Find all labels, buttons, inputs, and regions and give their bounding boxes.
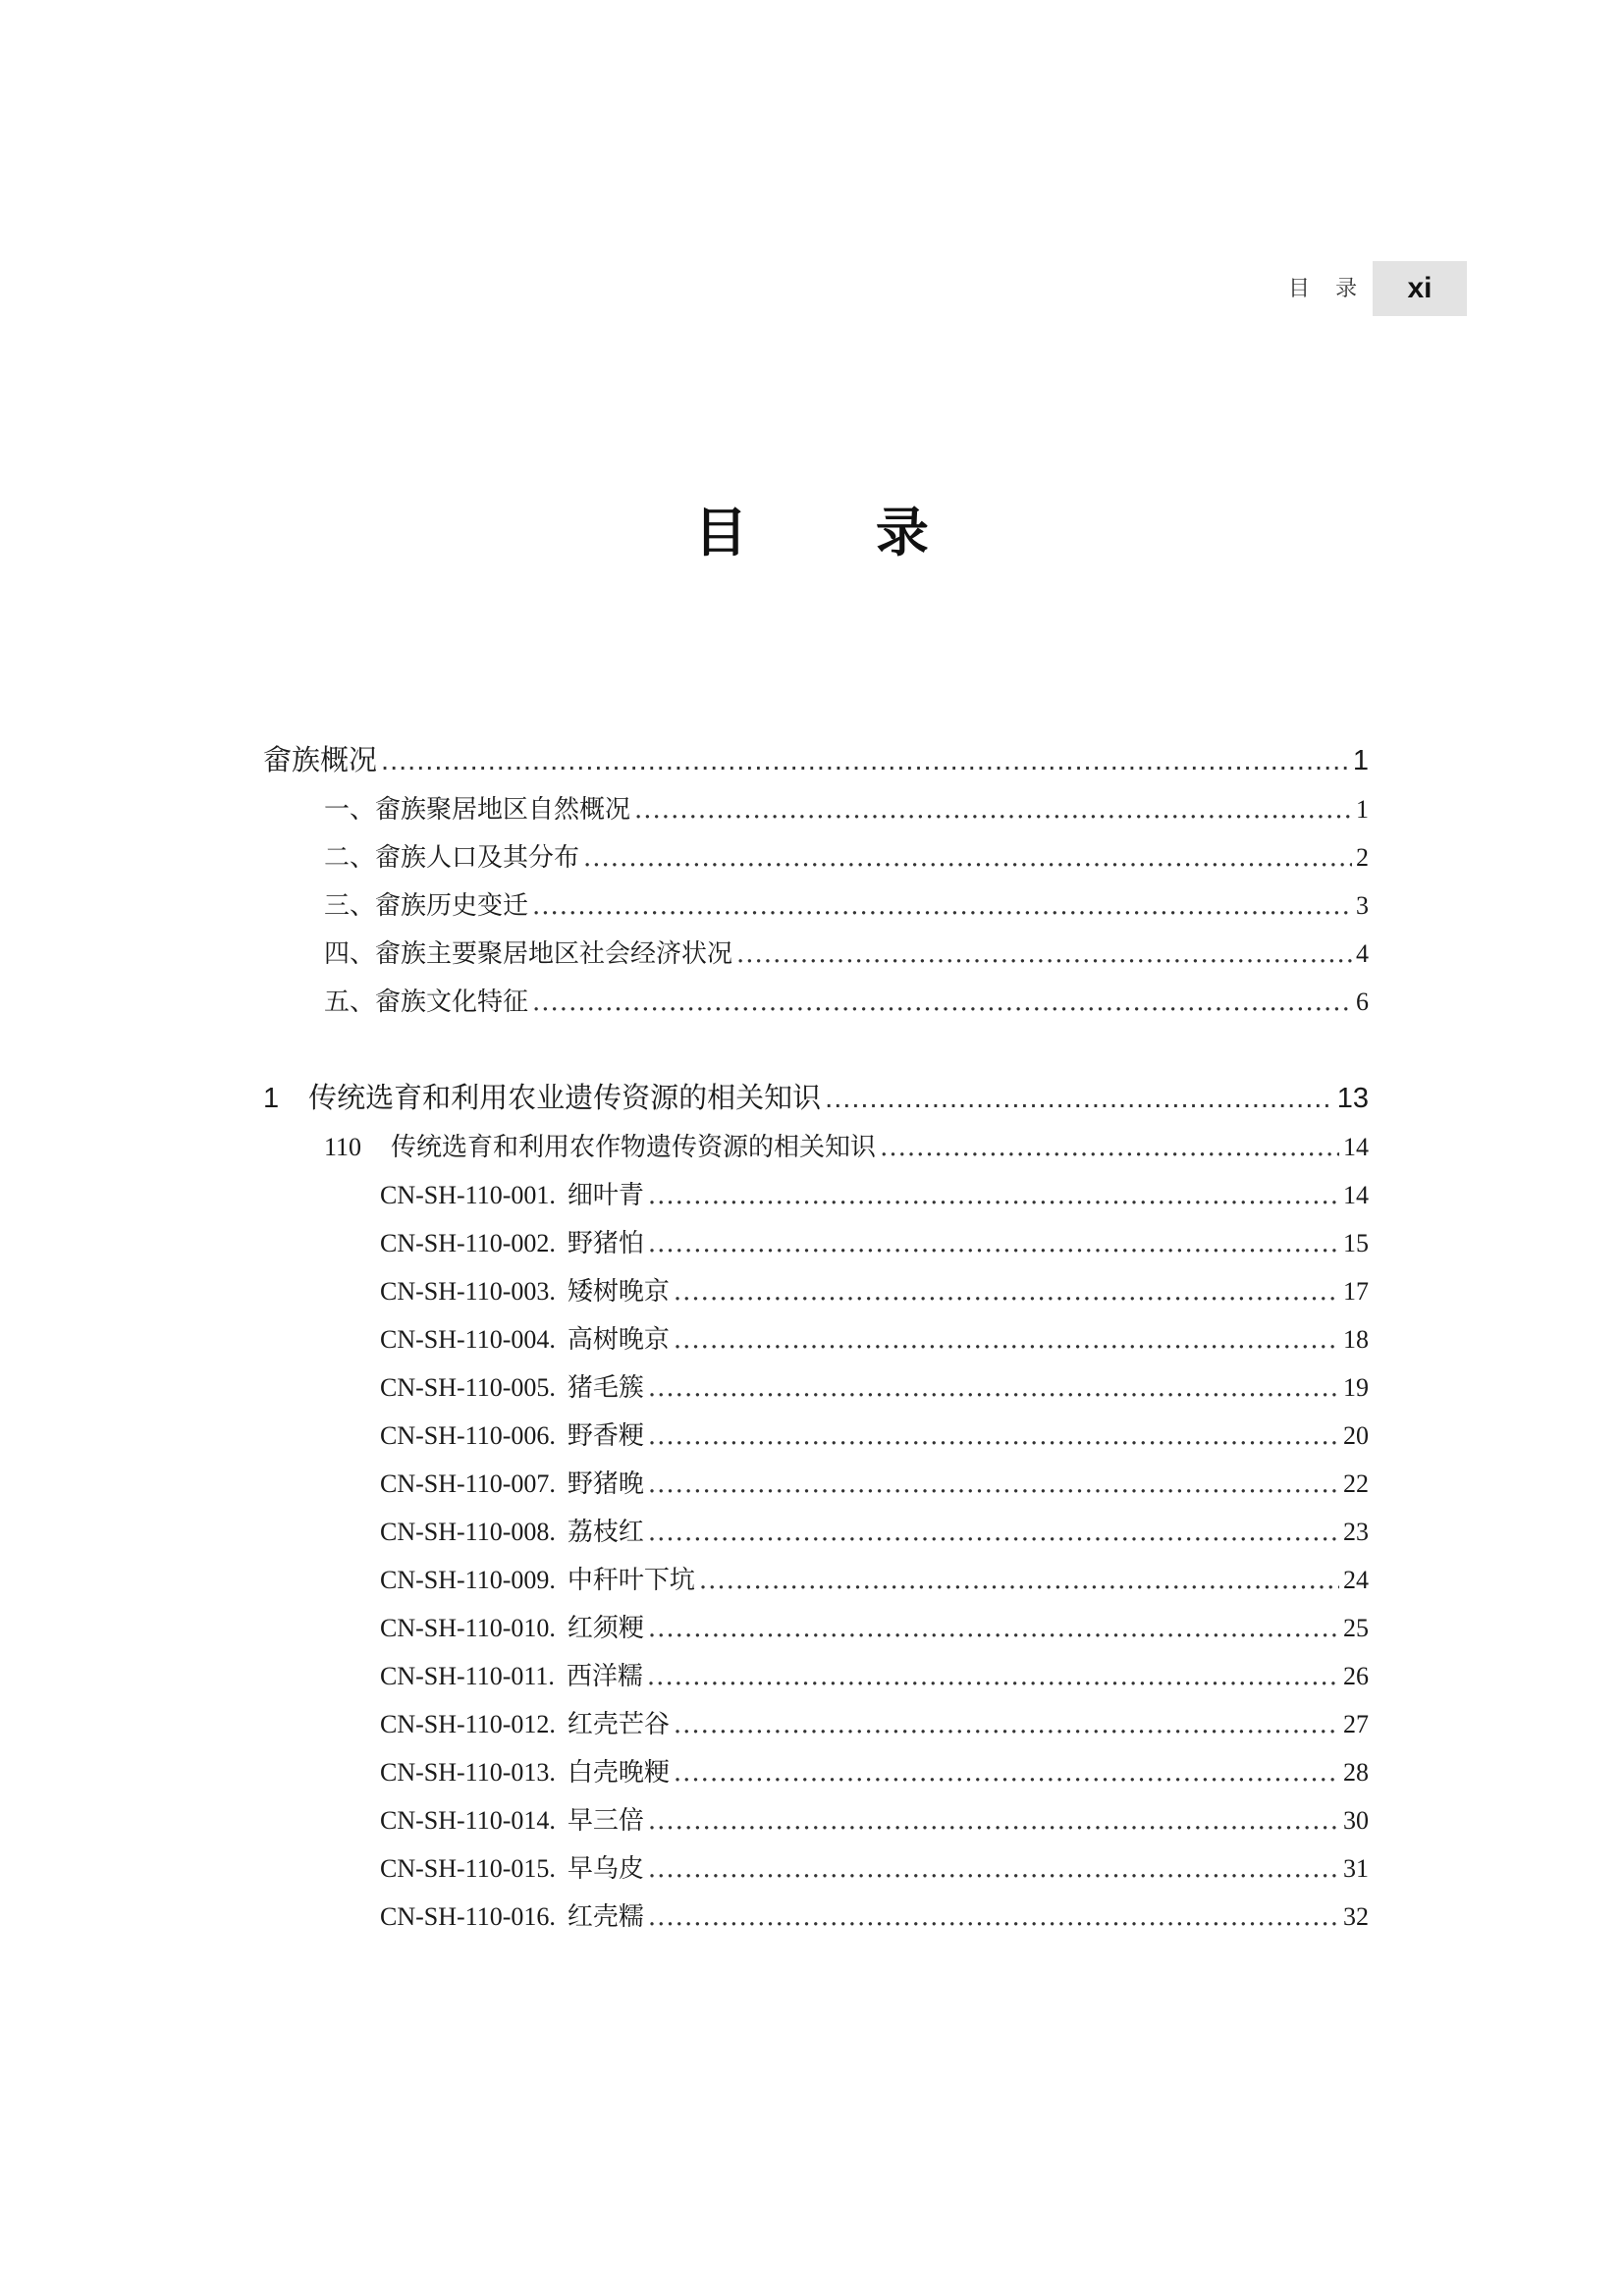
toc-entry-title: 矮树晚京 (567, 1277, 670, 1307)
toc-entry-title: 二、畲族人口及其分布 (324, 843, 580, 873)
toc-entry-title: 五、畲族文化特征 (324, 988, 529, 1017)
toc-entry[interactable] (324, 982, 1369, 1018)
entry-code: CN-SH-110-012. (380, 1710, 556, 1738)
toc-entry-intro[interactable] (263, 738, 1369, 778)
toc-entry-page: 22 (1343, 1469, 1369, 1498)
toc-entry[interactable] (324, 789, 1369, 826)
chapter-number: 1 (263, 1083, 280, 1114)
toc-entry-title: 畲族概况 (263, 745, 378, 776)
toc-entry-title: 一、畲族聚居地区自然概况 (324, 795, 631, 825)
entry-code: CN-SH-110-010. (380, 1614, 556, 1642)
toc-entry[interactable] (380, 1175, 1369, 1211)
toc-entry-page: 6 (1356, 988, 1369, 1016)
section-code: 110 (324, 1133, 362, 1161)
toc-entry[interactable] (324, 837, 1369, 874)
entry-code: CN-SH-110-014. (380, 1806, 556, 1835)
toc-entry[interactable] (380, 1752, 1369, 1789)
toc-entry[interactable] (380, 1848, 1369, 1885)
toc-entry-page: 28 (1343, 1758, 1369, 1787)
toc-entry-title: 高树晚京 (567, 1325, 670, 1355)
entry-code: CN-SH-110-011. (380, 1662, 555, 1690)
toc-entry-title: 三、畲族历史变迁 (324, 891, 529, 921)
toc-entry[interactable] (380, 1319, 1369, 1356)
leader-dots (648, 1518, 1339, 1547)
entry-code: CN-SH-110-005. (380, 1373, 556, 1402)
toc-entry[interactable] (380, 1271, 1369, 1308)
toc-entry-title: 野猪怕 (567, 1229, 644, 1258)
toc-entry-page: 2 (1356, 843, 1369, 872)
leader-dots (736, 939, 1352, 969)
toc-entry-page: 14 (1343, 1181, 1369, 1209)
toc-entry[interactable] (380, 1560, 1369, 1596)
toc-entry-title: 四、畲族主要聚居地区社会经济状况 (324, 939, 733, 969)
toc-entry-title: 红壳糯 (567, 1902, 644, 1932)
toc-entry-title: 白壳晚粳 (567, 1758, 670, 1788)
entry-code: CN-SH-110-001. (380, 1181, 556, 1209)
toc-entry-title: 猪毛簇 (567, 1373, 644, 1403)
toc-entry-page: 31 (1343, 1854, 1369, 1883)
toc-entry-page: 20 (1343, 1421, 1369, 1450)
toc-entry-title: 中秆叶下坑 (567, 1566, 695, 1595)
toc-entry[interactable] (380, 1464, 1369, 1500)
leader-dots (647, 1662, 1339, 1691)
toc-entry-title: 西洋糯 (566, 1662, 643, 1691)
leader-dots (532, 988, 1352, 1017)
toc-entry-page: 17 (1343, 1277, 1369, 1306)
toc-entry-page: 19 (1343, 1373, 1369, 1402)
toc-entry-page: 27 (1343, 1710, 1369, 1738)
toc-entry-title: 红须粳 (567, 1614, 644, 1643)
toc-entry-page: 13 (1336, 1083, 1369, 1114)
leader-dots (674, 1710, 1339, 1739)
toc-entry-page: 23 (1343, 1518, 1369, 1546)
toc-entry-title: 传统选育和利用农作物遗传资源的相关知识 (391, 1133, 877, 1162)
toc-entry[interactable] (380, 1512, 1369, 1548)
leader-dots (634, 795, 1352, 825)
toc-entry[interactable] (380, 1608, 1369, 1644)
toc-entry-page: 15 (1343, 1229, 1369, 1257)
leader-dots (648, 1902, 1339, 1932)
leader-dots (648, 1421, 1339, 1451)
entry-code: CN-SH-110-002. (380, 1229, 556, 1257)
toc-entry-title: 早乌皮 (567, 1854, 644, 1884)
entry-code: CN-SH-110-007. (380, 1469, 556, 1498)
toc-entry-title: 野香粳 (567, 1421, 644, 1451)
toc-entry-page: 26 (1343, 1662, 1369, 1690)
toc-entry[interactable] (380, 1367, 1369, 1404)
toc-entry-title: 早三倍 (567, 1806, 644, 1836)
leader-dots (825, 1083, 1333, 1115)
leader-dots (583, 843, 1352, 873)
toc-entry-title: 野猪晚 (567, 1469, 644, 1499)
toc-entry-page: 30 (1343, 1806, 1369, 1835)
leader-dots (674, 1277, 1339, 1307)
entry-code: CN-SH-110-015. (380, 1854, 556, 1883)
toc-entry[interactable] (380, 1415, 1369, 1452)
leader-dots (532, 891, 1352, 921)
entry-code: CN-SH-110-009. (380, 1566, 556, 1594)
leader-dots (880, 1133, 1339, 1162)
page-title: 目 录 (694, 501, 984, 563)
leader-dots (674, 1758, 1339, 1788)
leader-dots (648, 1614, 1339, 1643)
toc-entry-page: 1 (1352, 745, 1369, 776)
leader-dots (648, 1469, 1339, 1499)
toc-entry-title: 红壳芒谷 (567, 1710, 670, 1739)
leader-dots (648, 1181, 1339, 1210)
toc-entry-title: 荔枝红 (567, 1518, 644, 1547)
toc-entry-page: 24 (1343, 1566, 1369, 1594)
toc-entry-title: 细叶青 (567, 1181, 644, 1210)
toc-entry-page: 25 (1343, 1614, 1369, 1642)
entry-code: CN-SH-110-016. (380, 1902, 556, 1931)
toc-entry[interactable] (380, 1656, 1369, 1692)
entry-code: CN-SH-110-008. (380, 1518, 556, 1546)
entry-code: CN-SH-110-004. (380, 1325, 556, 1354)
leader-dots (674, 1325, 1339, 1355)
toc-entry-page: 4 (1356, 939, 1369, 968)
toc-entry[interactable] (380, 1896, 1369, 1933)
toc-entry-section-110[interactable] (324, 1127, 1369, 1163)
toc-entry-page: 1 (1356, 795, 1369, 824)
leader-dots (381, 745, 1349, 777)
entry-code: CN-SH-110-013. (380, 1758, 556, 1787)
toc-entry[interactable] (380, 1223, 1369, 1259)
toc-entry-page: 18 (1343, 1325, 1369, 1354)
toc-entry-title: 传统选育和利用农业遗传资源的相关知识 (308, 1083, 822, 1114)
leader-dots (648, 1229, 1339, 1258)
leader-dots (648, 1806, 1339, 1836)
leader-dots (699, 1566, 1339, 1595)
toc-entry-page: 14 (1343, 1133, 1369, 1161)
running-header: 目 录 (1288, 276, 1368, 300)
page-number: xi (1373, 261, 1467, 316)
toc-entry-page: 32 (1343, 1902, 1369, 1931)
toc-entry[interactable] (324, 885, 1369, 922)
toc-entry-chapter-1[interactable] (263, 1076, 1369, 1116)
toc-entry[interactable] (380, 1800, 1369, 1837)
leader-dots (648, 1854, 1339, 1884)
leader-dots (648, 1373, 1339, 1403)
toc-entry-page: 3 (1356, 891, 1369, 920)
entry-code: CN-SH-110-003. (380, 1277, 556, 1306)
toc-entry[interactable] (324, 934, 1369, 970)
entry-code: CN-SH-110-006. (380, 1421, 556, 1450)
toc-entry[interactable] (380, 1704, 1369, 1740)
